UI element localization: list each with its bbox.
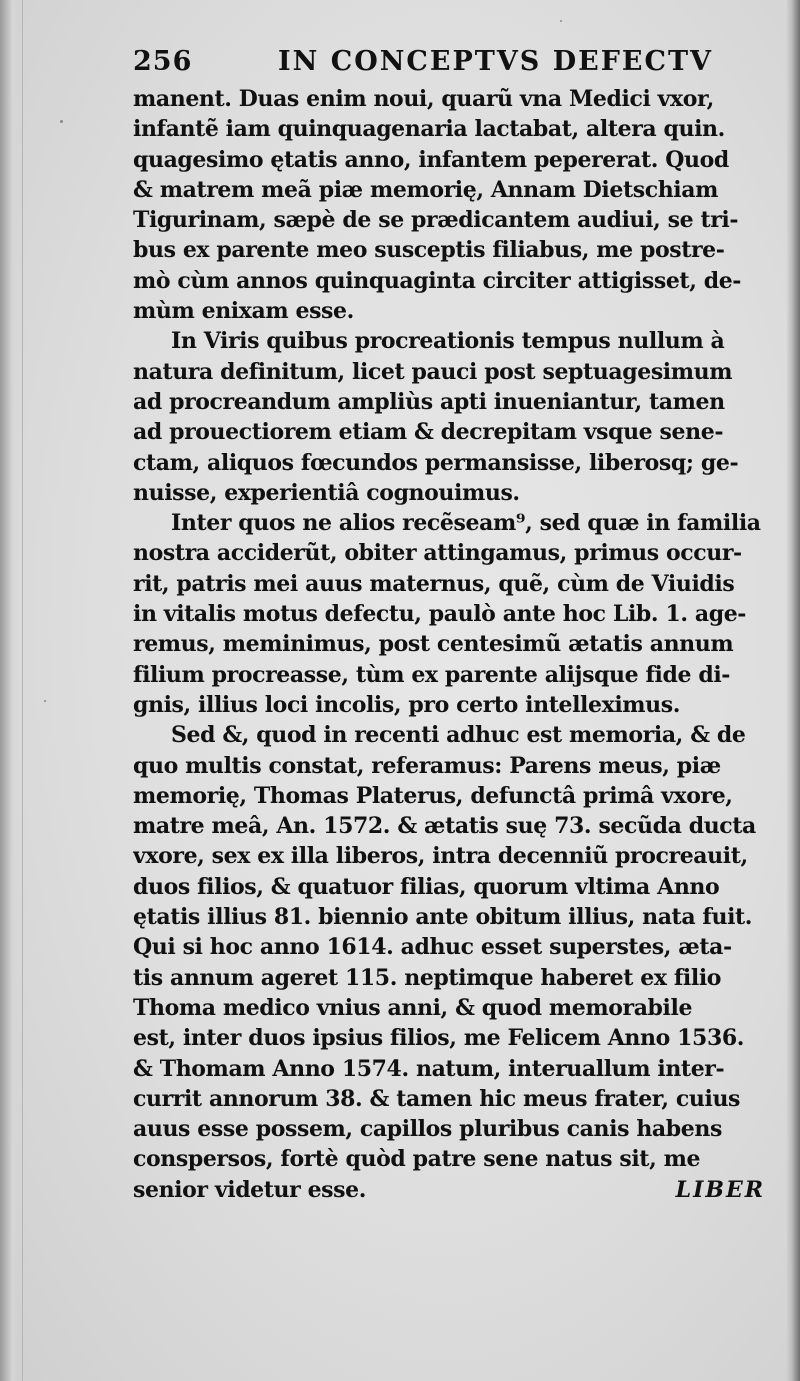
ink-speck: [60, 120, 63, 123]
text-line: nuisse, experientiâ cognouimus.: [133, 479, 520, 506]
text-line: natura definitum, licet pauci post septuagesimum: [133, 358, 733, 385]
text-line: remus, meminimus, post centesimũ ætatis annum: [133, 631, 734, 658]
text-line: filium procreasse, tùm ex parente alijsque fide di-: [133, 661, 731, 688]
text-line: gnis, illius loci incolis, pro certo intelleximus.: [133, 691, 680, 718]
text-line: ętatis illius 81. biennio ante obitum illius, nata fuit.: [133, 904, 753, 931]
text-line: conspersos, fortè quòd patre sene natus sit, me: [133, 1146, 701, 1173]
text-line: matre meâ, An. 1572. & ætatis suę 73. secũda ducta: [133, 813, 756, 840]
text-line: infantẽ iam quinquagenaria lactabat, altera quin.: [133, 116, 725, 143]
text-block: [133, 40, 765, 1205]
paragraph-start-line: Sed &, quod in recenti adhuc est memoria, & de: [171, 722, 746, 749]
text-line: & Thomam Anno 1574. natum, interuallum inter-: [133, 1055, 725, 1082]
paragraph-start-line: In Viris quibus procreationis tempus nullum à: [171, 328, 725, 355]
text-line: bus ex parente meo susceptis filiabus, me postre-: [133, 237, 725, 264]
paragraph-start-line: Inter quos ne alios recẽseam⁹, sed quæ in familia: [171, 510, 761, 537]
text-line: quo multis constat, referamus: Parens meus, piæ: [133, 752, 721, 779]
text-line: ad procreandum ampliùs apti inueniantur, tamen: [133, 388, 725, 415]
running-head: IN CONCEPTVS DEFECTV: [278, 46, 713, 77]
ink-speck: [560, 20, 562, 22]
text-line: auus esse possem, capillos pluribus canis habens: [133, 1116, 722, 1143]
gutter-line: [22, 0, 23, 1381]
text-line: & matrem meã piæ memorię, Annam Dietschiam: [133, 176, 718, 203]
text-line: rit, patris mei auus maternus, quẽ, cùm de Viuidis: [133, 570, 735, 597]
text-line: tis annum ageret 115. neptimque haberet ex filio: [133, 964, 722, 991]
page-edge-shadow: [786, 0, 800, 1381]
text-line: vxore, sex ex illa liberos, intra decenniũ procreauit,: [133, 843, 748, 870]
text-line: nostra acciderũt, obiter attingamus, primus occur-: [133, 540, 742, 567]
page-gutter-shadow: [0, 0, 18, 1381]
text-line: Tigurinam, sæpè de se prædicantem audiui, se tri-: [133, 207, 739, 234]
page-number: 256: [133, 46, 193, 77]
text-line: senior videtur esse.: [133, 1176, 367, 1203]
text-line: mò cùm annos quinquaginta circiter attigisset, de-: [133, 267, 742, 294]
text-line: mùm enixam esse.: [133, 298, 354, 325]
text-line: memorię, Thomas Platerus, defunctâ primâ vxore,: [133, 782, 733, 809]
ink-speck: [44, 700, 46, 702]
text-line: duos filios, & quatuor filias, quorum vltima Anno: [133, 873, 720, 900]
text-line: Thoma medico vnius anni, & quod memorabile: [133, 994, 693, 1021]
text-line: ctam, aliquos fœcundos permansisse, liberosq; ge-: [133, 449, 739, 476]
text-line: quagesimo ętatis anno, infantem pepererat. Quod: [133, 146, 729, 173]
text-line: est, inter duos ipsius filios, me Felicem Anno 1536.: [133, 1025, 745, 1052]
last-text-line: [133, 1175, 765, 1205]
text-line: currit annorum 38. & tamen hic meus frater, cuius: [133, 1085, 741, 1112]
text-line: in vitalis motus defectu, paulò ante hoc Lib. 1. age-: [133, 601, 747, 628]
text-line: manent. Duas enim noui, quarũ vna Medici vxor,: [133, 86, 714, 112]
page-header: [133, 40, 765, 84]
catchword: LIBER: [675, 1176, 765, 1203]
text-line: ad prouectiorem etiam & decrepitam vsque sene-: [133, 419, 724, 446]
text-line: Qui si hoc anno 1614. adhuc esset superstes, æta-: [133, 934, 732, 961]
